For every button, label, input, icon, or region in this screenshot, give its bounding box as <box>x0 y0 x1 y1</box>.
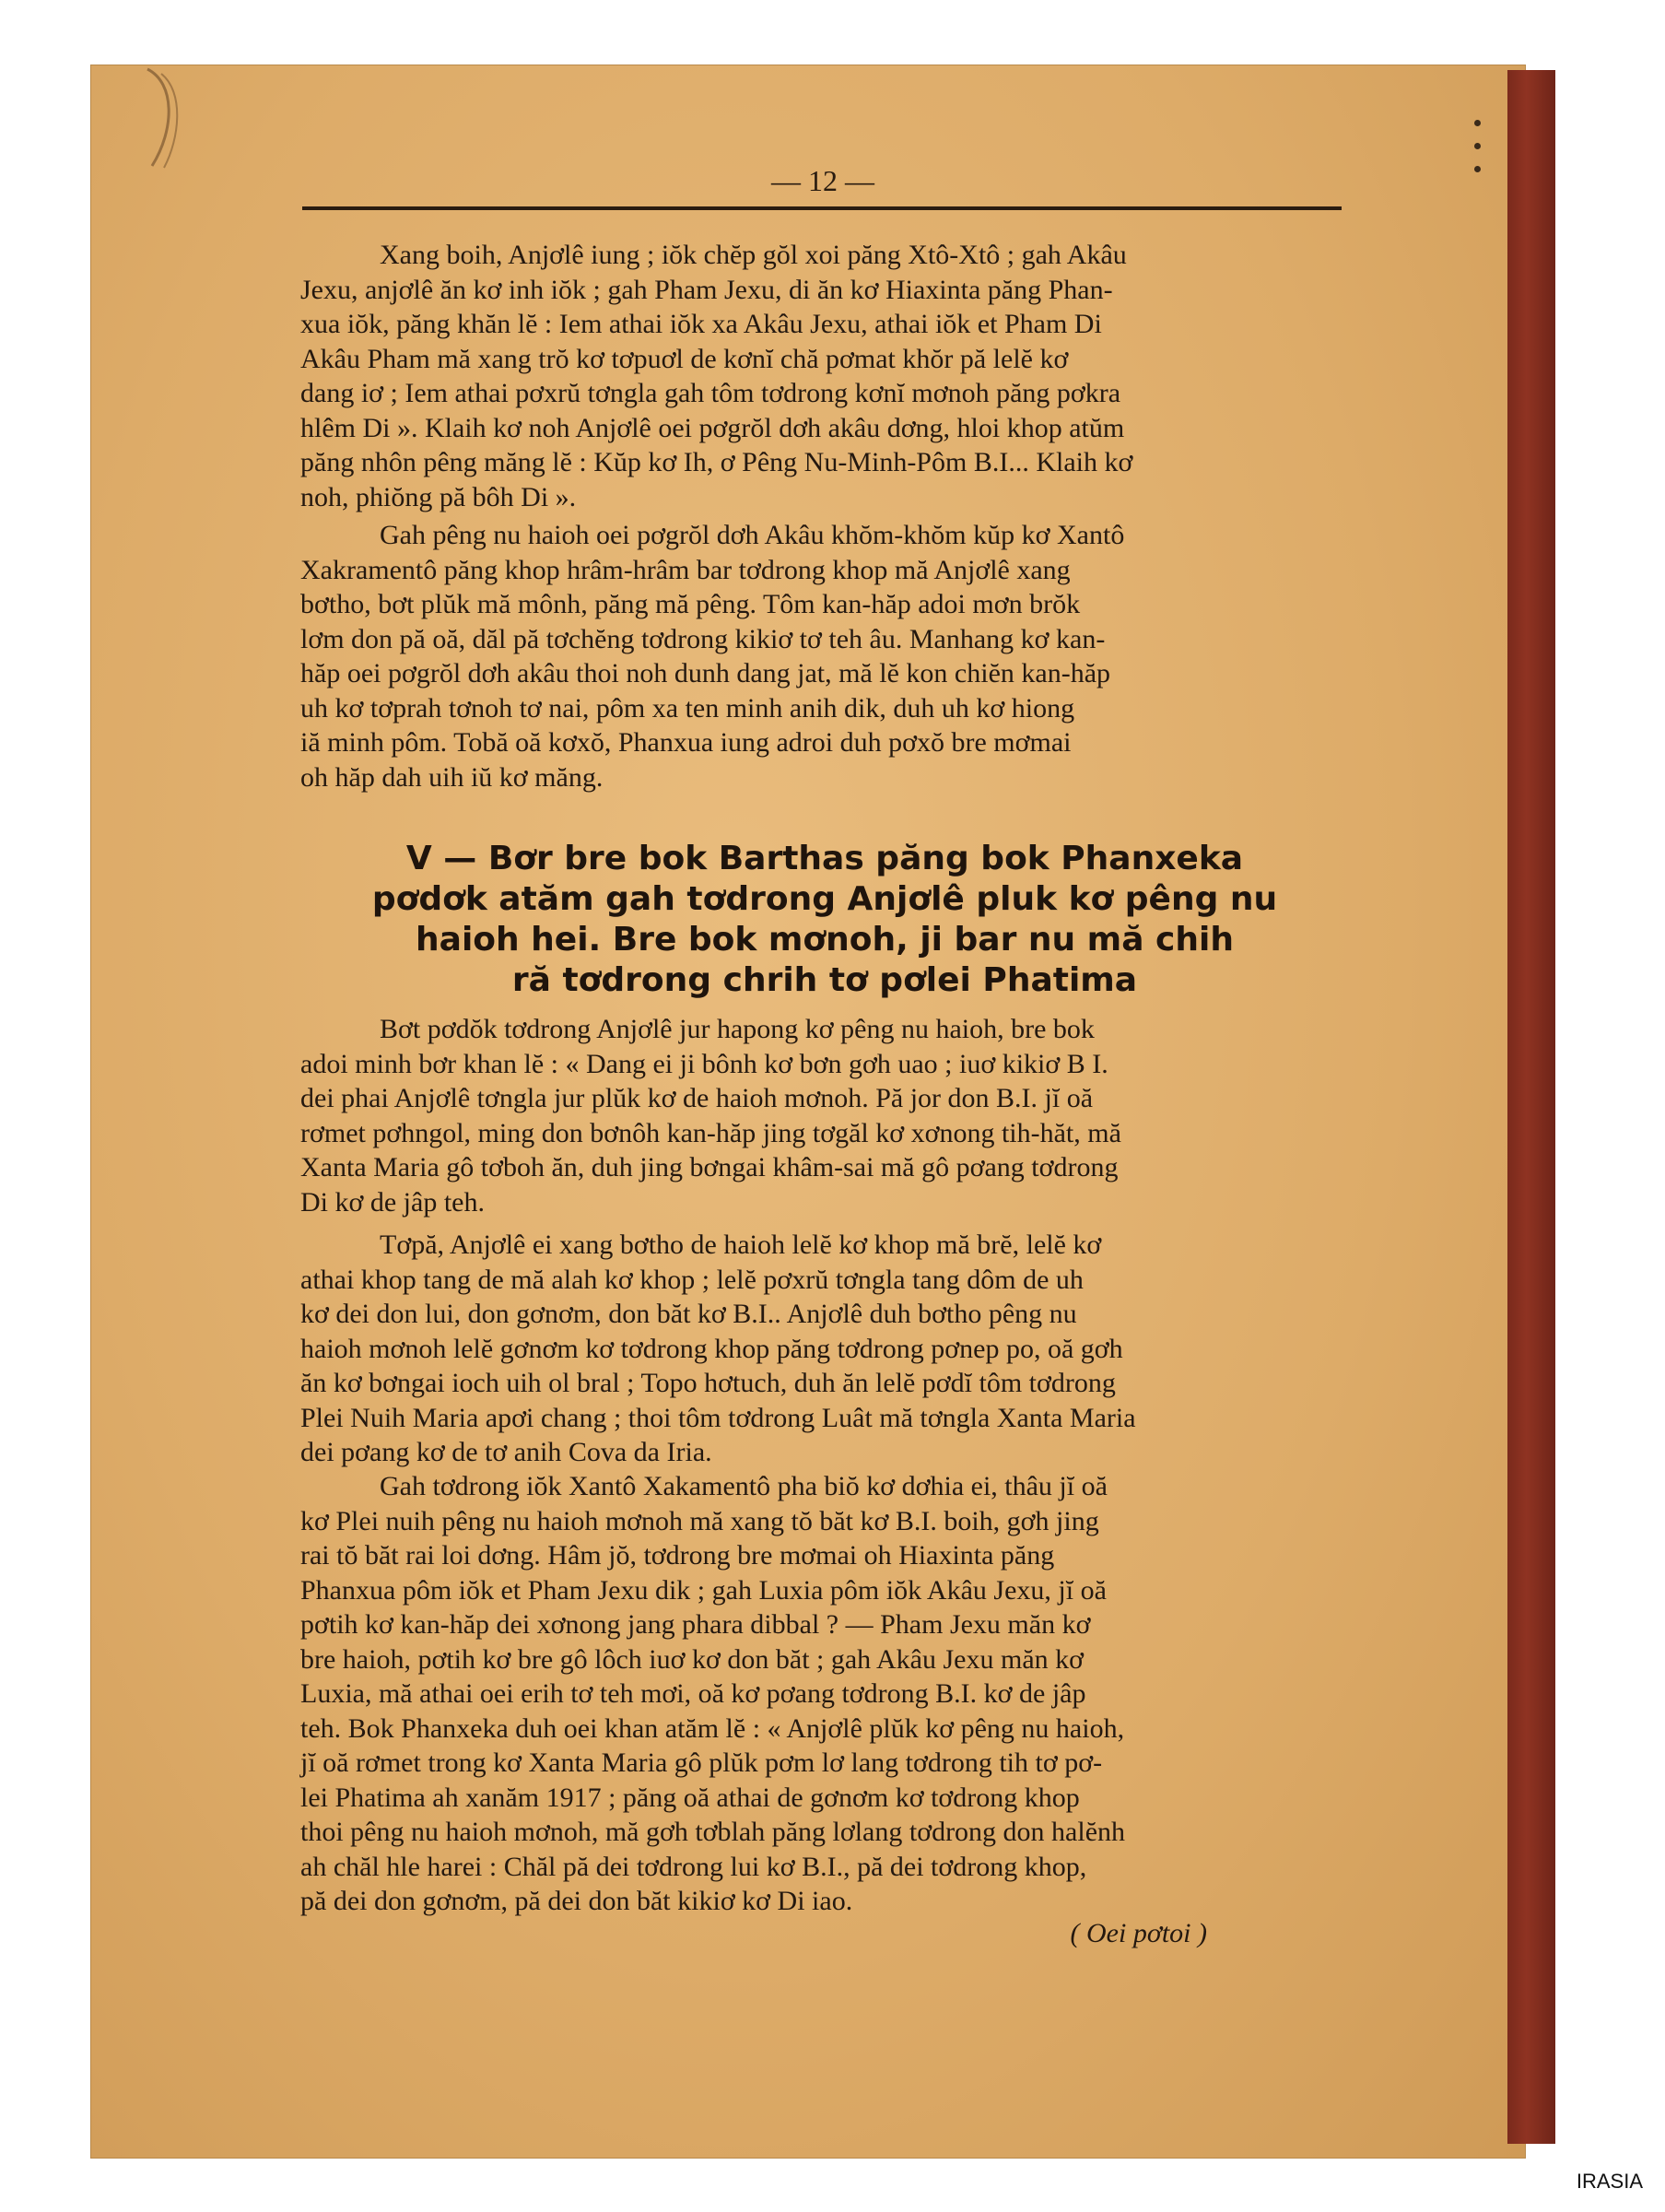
text-line: rơmet pơhngol, ming don bơnôh kan-hăp jing tơgăl kơ xơnong tih-hăt, mă <box>300 1117 1121 1148</box>
text-line: lơm don pă oă, dăl pă tơchĕng tơdrong kikiơ tơ teh âu. Manhang kơ kan- <box>300 623 1106 654</box>
text-line: pă dei don gơnơm, pă dei don băt kikiơ kơ Di iao. <box>300 1886 853 1916</box>
text-line: hăp oei pơgrŏl dơh akâu thoi noh dunh dang jat, mă lĕ kon chiĕn kan-hăp <box>300 658 1111 688</box>
text-line: thoi pêng nu haioh mơnoh, mă gơh tơblah păng lơlang tơdrong don halĕnh <box>300 1817 1126 1847</box>
text-line: Jexu, anjơlê ăn kơ inh iŏk ; gah Pham Jexu, di ăn kơ Hiaxinta păng Phan- <box>300 274 1113 305</box>
heading-line: V — Bơr bre bok Barthas păng bok Phanxeka <box>405 840 1244 877</box>
text-line: Di kơ de jâp teh. <box>300 1186 485 1218</box>
text-line: Gah pêng nu haioh oei pơgrŏl dơh Akâu khŏm-khŏm kŭp kơ Xantô <box>380 520 1125 550</box>
text-line: lei Phatima ah xanăm 1917 ; păng oă athai de gơnơm kơ tơdrong khop <box>300 1782 1080 1813</box>
book-spine <box>1507 70 1555 2144</box>
paragraph-3 <box>300 1012 1343 1219</box>
paragraph-5 <box>300 1469 1343 1919</box>
text-line: Tơpă, Anjơlê ei xang bơtho de haioh lelĕ kơ khop mă brĕ, lelĕ kơ <box>380 1230 1102 1260</box>
text-line: oh hăp dah uih iŭ kơ măng. <box>300 761 604 793</box>
page-number: — 12 — <box>771 164 874 197</box>
text-line: dang iơ ; Iem athai pơxrŭ tơngla gah tôm tơdrong kơnĭ mơnoh păng pơkra <box>300 378 1121 408</box>
text-line: kơ Plei nuih pêng nu haioh mơnoh mă xang tŏ băt kơ B.I. boih, gơh jing <box>300 1505 1099 1536</box>
text-line: jĭ oă rơmet trong kơ Xanta Maria gô plŭk pơm lơ lang tơdrong tih tơ pơ- <box>300 1747 1103 1778</box>
heading-line: ră tơdrong chrih tơ pơlei Phatima <box>511 961 1138 999</box>
page-fold-mark <box>111 65 193 175</box>
heading-line: haioh hei. Bre bok mơnoh, ji bar nu mă chih <box>416 921 1234 959</box>
text-line: Xanta Maria gô tơboh ăn, duh jing bơngai khâm-sai mă gô pơang tơdrong <box>300 1152 1119 1182</box>
text-line: pơtih kơ kan-hăp dei xơnong jang phara dibbal ? — Pham Jexu măn kơ <box>300 1609 1091 1640</box>
source-watermark: IRASIA <box>1576 2170 1643 2193</box>
text-line: Bơt pơdŏk tơdrong Anjơlê jur hapong kơ pêng nu haioh, bre bok <box>380 1014 1095 1044</box>
text-line: hlêm Di ». Klaih kơ noh Anjơlê oei pơgrŏl dơh akâu dơng, hloi khop atŭm <box>300 412 1125 443</box>
text-line: ah chăl hle harei : Chăl pă dei tơdrong lui kơ B.I., pă dei tơdrong khop, <box>300 1851 1087 1882</box>
text-line: păng nhôn pêng măng lĕ : Kŭp kơ Ih, ơ Pêng Nu-Minh-Pôm B.I... Klaih kơ <box>300 447 1133 477</box>
text-line: xua iŏk, păng khăn lĕ : Iem athai iŏk xa Akâu Jexu, athai iŏk et Pham Di <box>300 309 1102 339</box>
paragraph-4 <box>300 1228 1343 1470</box>
paragraph-1 <box>300 238 1343 514</box>
text-line: haioh mơnoh lelĕ gơnơm kơ tơdrong khop păng tơdrong pơnep po, oă gơh <box>300 1333 1123 1364</box>
text-line: Luxia, mă athai oei erih tơ teh mơi, oă kơ pơang tơdrong B.I. kơ de jâp <box>300 1678 1086 1709</box>
text-line: Akâu Pham mă xang trŏ kơ tơpuơl de kơnĭ chă pơmat khŏr pă lelĕ kơ <box>300 343 1069 374</box>
text-line: adoi minh bơr khan lĕ : « Dang ei ji bônh kơ bơn gơh uao ; iuơ kikiơ B I. <box>300 1048 1108 1079</box>
text-line: kơ dei don lui, don gơnơm, don băt kơ B.I.. Anjơlê duh bơtho pêng nu <box>300 1299 1077 1329</box>
text-line: ăn kơ bơngai ioch uih ol bral ; Topo hơtuch, duh ăn lelĕ pơdĭ tôm tơdrong <box>300 1368 1116 1398</box>
paragraph-2 <box>300 518 1343 794</box>
text-line: noh, phiŏng pă bôh Di ». <box>300 481 577 512</box>
text-line: dei pơang kơ de tơ anih Cova da Iria. <box>300 1437 712 1467</box>
text-line: Plei Nuih Maria apơi chang ; thoi tôm tơdrong Luât mă tơngla Xanta Maria <box>300 1402 1136 1433</box>
text-line: bơtho, bơt plŭk mă mônh, păng mă pêng. Tôm kan-hăp adoi mơn brŏk <box>300 589 1081 619</box>
text-line: uh kơ tơprah tơnoh tơ nai, pôm xa ten minh anih dik, duh uh kơ hiong <box>300 692 1075 724</box>
text-line: dei phai Anjơlê tơngla jur plŭk kơ de haioh mơnoh. Pă jor don B.I. jĭ oă <box>300 1083 1094 1113</box>
continued-note: ( Oei pơtoi ) <box>1070 1918 1207 1948</box>
heading-line: pơdơk atăm gah tơdrong Anjơlê pluk kơ pêng nu <box>371 880 1278 918</box>
section-heading <box>304 839 1345 1001</box>
text-line: Gah tơdrong iŏk Xantô Xakamentô pha biŏ kơ dơhia ei, thâu jĭ oă <box>380 1471 1108 1501</box>
text-line: teh. Bok Phanxeka duh oei khan atăm lĕ : « Anjơlê plŭk kơ pêng nu haioh, <box>300 1712 1125 1744</box>
text-line: bre haioh, pơtih kơ bre gô lôch iuơ kơ don băt ; gah Akâu Jexu măn kơ <box>300 1643 1085 1675</box>
text-line: Xakramentô păng khop hrâm-hrâm bar tơdrong khop mă Anjơlê xang <box>300 554 1071 585</box>
text-line: Phanxua pôm iŏk et Pham Jexu dik ; gah Luxia pôm iŏk Akâu Jexu, jĭ oă <box>300 1574 1107 1606</box>
header-rule <box>302 206 1342 210</box>
text-line: iă minh pôm. Tobă oă kơxŏ, Phanxua iung adroi duh pơxŏ bre mơmai <box>300 727 1072 758</box>
text-line: rai tŏ băt rai loi dơng. Hâm jŏ, tơdrong bre mơmai oh Hiaxinta păng <box>300 1540 1055 1571</box>
binding-dots <box>1474 120 1481 189</box>
text-line: Xang boih, Anjơlê iung ; iŏk chĕp gŏl xoi păng Xtô-Xtô ; gah Akâu <box>380 240 1127 270</box>
text-line: athai khop tang de mă alah kơ khop ; lelĕ pơxrŭ tơngla tang dôm de uh <box>300 1264 1084 1295</box>
